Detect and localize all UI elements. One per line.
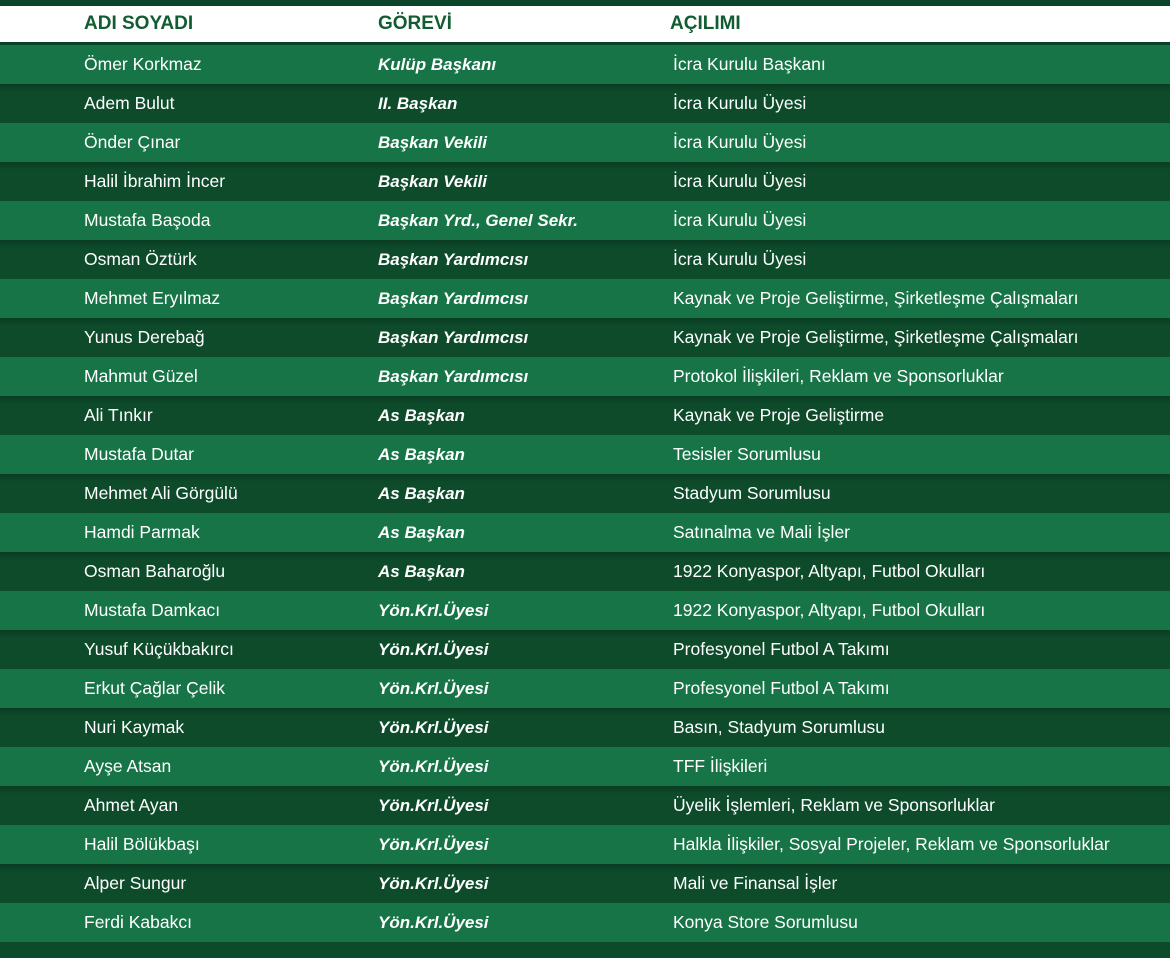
table-row (0, 240, 1170, 279)
table-row (0, 669, 1170, 708)
member-description: Protokol İlişkileri, Reklam ve Sponsorluklar (673, 366, 1004, 386)
member-name: Mehmet Eryılmaz (84, 288, 221, 308)
member-name: Halil Bölükbaşı (84, 834, 200, 854)
member-name: Adem Bulut (84, 93, 175, 113)
member-description: Profesyonel Futbol A Takımı (673, 678, 890, 698)
member-name: Mahmut Güzel (84, 366, 198, 386)
member-description: 1922 Konyaspor, Altyapı, Futbol Okulları (673, 561, 986, 581)
member-role: Yön.Krl.Üyesi (378, 718, 489, 737)
member-description: İcra Kurulu Üyesi (673, 93, 807, 113)
member-role: Yön.Krl.Üyesi (378, 913, 489, 932)
member-role: As Başkan (378, 484, 465, 503)
member-name: Mustafa Dutar (84, 444, 194, 464)
member-role: Yön.Krl.Üyesi (378, 874, 489, 893)
table-row (0, 630, 1170, 669)
member-name: Ferdi Kabakcı (84, 912, 192, 932)
member-name: Erkut Çağlar Çelik (84, 678, 226, 698)
table-row (0, 396, 1170, 435)
member-description: İcra Kurulu Başkanı (673, 54, 826, 74)
member-name: Mustafa Damkacı (84, 600, 221, 620)
table-row (0, 279, 1170, 318)
member-name: Halil İbrahim İncer (84, 171, 226, 191)
member-role: Başkan Yardımcısı (378, 250, 529, 269)
table-row (0, 513, 1170, 552)
header-description: AÇILIMI (670, 13, 741, 34)
member-description: İcra Kurulu Üyesi (673, 171, 807, 191)
table-row (0, 45, 1170, 84)
member-role: Yön.Krl.Üyesi (378, 601, 489, 620)
table-row (0, 123, 1170, 162)
table-row (0, 318, 1170, 357)
member-role: Yön.Krl.Üyesi (378, 796, 489, 815)
member-name: Yunus Derebağ (84, 327, 205, 347)
member-name: Osman Öztürk (84, 249, 197, 269)
member-description: İcra Kurulu Üyesi (673, 210, 807, 230)
member-name: Mustafa Başoda (84, 210, 211, 230)
member-role: Başkan Vekili (378, 172, 487, 191)
member-description: TFF İlişkileri (673, 756, 768, 776)
member-role: Başkan Yardımcısı (378, 367, 529, 386)
table-row (0, 474, 1170, 513)
table-row (0, 903, 1170, 942)
member-description: 1922 Konyaspor, Altyapı, Futbol Okulları (673, 600, 986, 620)
table-row (0, 435, 1170, 474)
member-role: As Başkan (378, 523, 465, 542)
member-role: Yön.Krl.Üyesi (378, 835, 489, 854)
table-row (0, 786, 1170, 825)
member-name: Ahmet Ayan (84, 795, 179, 815)
member-description: Halkla İlişkiler, Sosyal Projeler, Reklam ve Sponsorluklar (673, 834, 1110, 854)
member-role: Yön.Krl.Üyesi (378, 679, 489, 698)
member-description: Stadyum Sorumlusu (673, 483, 831, 503)
member-name: Mehmet Ali Görgülü (84, 483, 238, 503)
member-name: Alper Sungur (84, 873, 187, 893)
table-row (0, 864, 1170, 903)
table-row (0, 162, 1170, 201)
member-name: Ayşe Atsan (84, 756, 172, 776)
member-role: Kulüp Başkanı (378, 55, 497, 74)
header-role: GÖREVİ (378, 13, 452, 34)
member-role: As Başkan (378, 562, 465, 581)
member-description: Kaynak ve Proje Geliştirme (673, 405, 885, 425)
member-role: Başkan Yrd., Genel Sekr. (378, 211, 579, 230)
bottom-band (0, 942, 1170, 958)
member-description: Satınalma ve Mali İşler (673, 522, 851, 542)
member-description: Basın, Stadyum Sorumlusu (673, 717, 886, 737)
member-name: Önder Çınar (84, 132, 181, 152)
member-role: Yön.Krl.Üyesi (378, 757, 489, 776)
table-row (0, 84, 1170, 123)
member-description: Kaynak ve Proje Geliştirme, Şirketleşme Çalışmaları (673, 288, 1079, 308)
member-description: İcra Kurulu Üyesi (673, 249, 807, 269)
table-row (0, 591, 1170, 630)
member-name: Ömer Korkmaz (84, 54, 202, 74)
table-row (0, 201, 1170, 240)
member-role: Başkan Yardımcısı (378, 328, 529, 347)
table-row (0, 825, 1170, 864)
member-description: Mali ve Finansal İşler (673, 873, 838, 893)
table-row (0, 708, 1170, 747)
member-description: Tesisler Sorumlusu (673, 444, 821, 464)
member-role: As Başkan (378, 406, 465, 425)
table-row (0, 747, 1170, 786)
member-role: II. Başkan (378, 94, 458, 113)
member-role: Başkan Vekili (378, 133, 487, 152)
member-description: Üyelik İşlemleri, Reklam ve Sponsorluklar (673, 795, 995, 815)
member-name: Hamdi Parmak (84, 522, 200, 542)
table-header (0, 6, 1170, 42)
member-role: Yön.Krl.Üyesi (378, 640, 489, 659)
member-description: İcra Kurulu Üyesi (673, 132, 807, 152)
member-name: Ali Tınkır (84, 405, 153, 425)
member-name: Yusuf Küçükbakırcı (84, 639, 234, 659)
member-role: Başkan Yardımcısı (378, 289, 529, 308)
table-row (0, 357, 1170, 396)
member-description: Konya Store Sorumlusu (673, 912, 858, 932)
table-row (0, 552, 1170, 591)
member-description: Profesyonel Futbol A Takımı (673, 639, 890, 659)
member-description: Kaynak ve Proje Geliştirme, Şirketleşme Çalışmaları (673, 327, 1079, 347)
member-name: Osman Baharoğlu (84, 561, 226, 581)
header-name: ADI SOYADI (84, 13, 194, 34)
member-name: Nuri Kaymak (84, 717, 185, 737)
member-role: As Başkan (378, 445, 465, 464)
